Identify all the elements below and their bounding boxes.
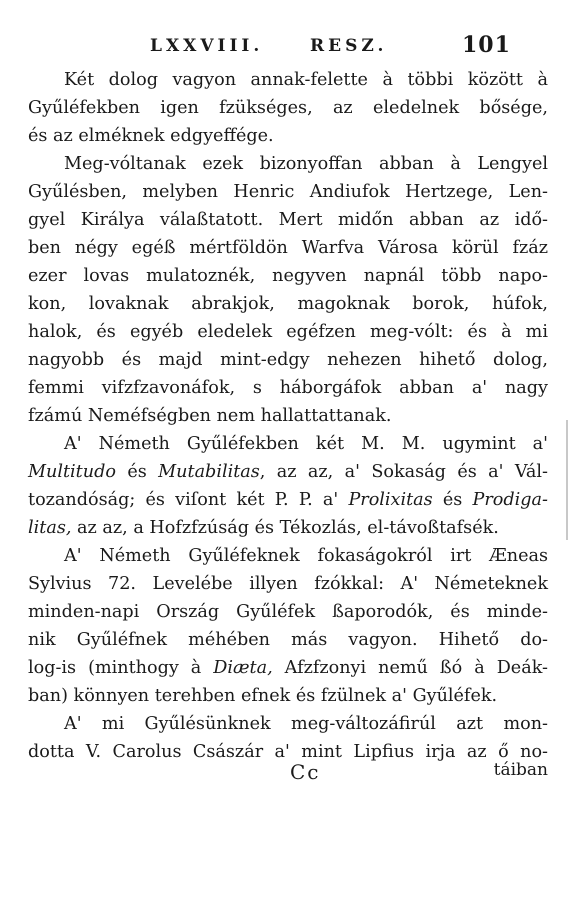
signature-mark: Cc	[290, 760, 321, 784]
running-header	[150, 30, 550, 60]
header-section-label: RESZ.	[310, 36, 388, 56]
catchword: táiban	[493, 760, 548, 780]
body-text	[28, 66, 548, 766]
text-line: ban) könnyen terehben efnek és fzülnek a' Gyűléfek.	[28, 686, 498, 706]
italic-term: Prodiga-	[472, 490, 548, 510]
text-line: litas, az az, a Hofzfzúság és Tékozlás, el-távoßtafsék.	[28, 518, 499, 538]
text-line: nik Gyűléfnek méhében más vagyon. Hihető do-	[28, 630, 548, 650]
text-line: A' Németh Gyűléfeknek fokaságokról irt Æneas	[64, 546, 548, 566]
text-line: A' Németh Gyűléfekben két M. M. ugymint a'	[64, 434, 548, 454]
italic-term: Prolixitas	[348, 490, 433, 510]
text-line: fzámú Neméfségben nem hallattattanak.	[28, 406, 392, 426]
text-line: kon, lovaknak abrakjok, magoknak borok, húfok,	[28, 294, 548, 314]
text-line: log-is (minthogy à Diæta, Afzfzonyi nemű ßó à Deák-	[28, 658, 548, 678]
scan-edge-mark	[566, 420, 568, 540]
text-line: Két dolog vagyon annak-felette à többi között à	[64, 70, 548, 90]
italic-term: Multitudo	[28, 462, 116, 482]
page-number: 101	[462, 32, 511, 58]
italic-term: litas,	[28, 518, 72, 538]
text-line: Multitudo és Mutabilitas, az az, a' Sokaság és a' Vál-	[28, 462, 548, 482]
text-line: femmi vifzfzavonáfok, s háborgáfok abban a' nagy	[28, 378, 548, 398]
text-line: tozandóság; és viſont két P. P. a' Prolixitas és Prodiga-	[28, 490, 548, 510]
page-footer	[28, 760, 548, 788]
text-line: és az elméknek edgyeffége.	[28, 126, 274, 146]
text-line: Sylvius 72. Levelébe illyen fzókkal: A' Németeknek	[28, 574, 548, 594]
italic-term: Mutabilitas	[158, 462, 260, 482]
text-line: nagyobb és majd mint-edgy nehezen hihető dolog,	[28, 350, 548, 370]
text-line: minden-napi Ország Gyűléfek ßaporodók, és minde-	[28, 602, 548, 622]
header-chapter-number: LXXVIII.	[150, 36, 264, 56]
italic-term: Diæta,	[213, 658, 273, 678]
text-line: ben négy egéß mértföldön Warfva Városa körül fzáz	[28, 238, 548, 258]
text-line: ezer lovas mulatoznék, negyven napnál több napo-	[28, 266, 548, 286]
text-line: Gyűléfekben igen fzükséges, az eledelnek bősége,	[28, 98, 548, 118]
text-line: A' mi Gyűlésünknek meg-változáfirúl azt mon-	[64, 714, 548, 734]
text-line: Gyűlésben, melyben Henric Andiufok Hertzege, Len-	[28, 182, 548, 202]
text-line: halok, és egyéb eledelek egéfzen meg-vólt: és à mi	[28, 322, 548, 342]
text-line: dotta V. Carolus Császár a' mint Lipfius irja az ő no-	[28, 742, 548, 762]
text-line: Meg-vóltanak ezek bizonyoffan abban à Lengyel	[64, 154, 548, 174]
text-line: gyel Királya válaßtatott. Mert midőn abban az idő-	[28, 210, 548, 230]
